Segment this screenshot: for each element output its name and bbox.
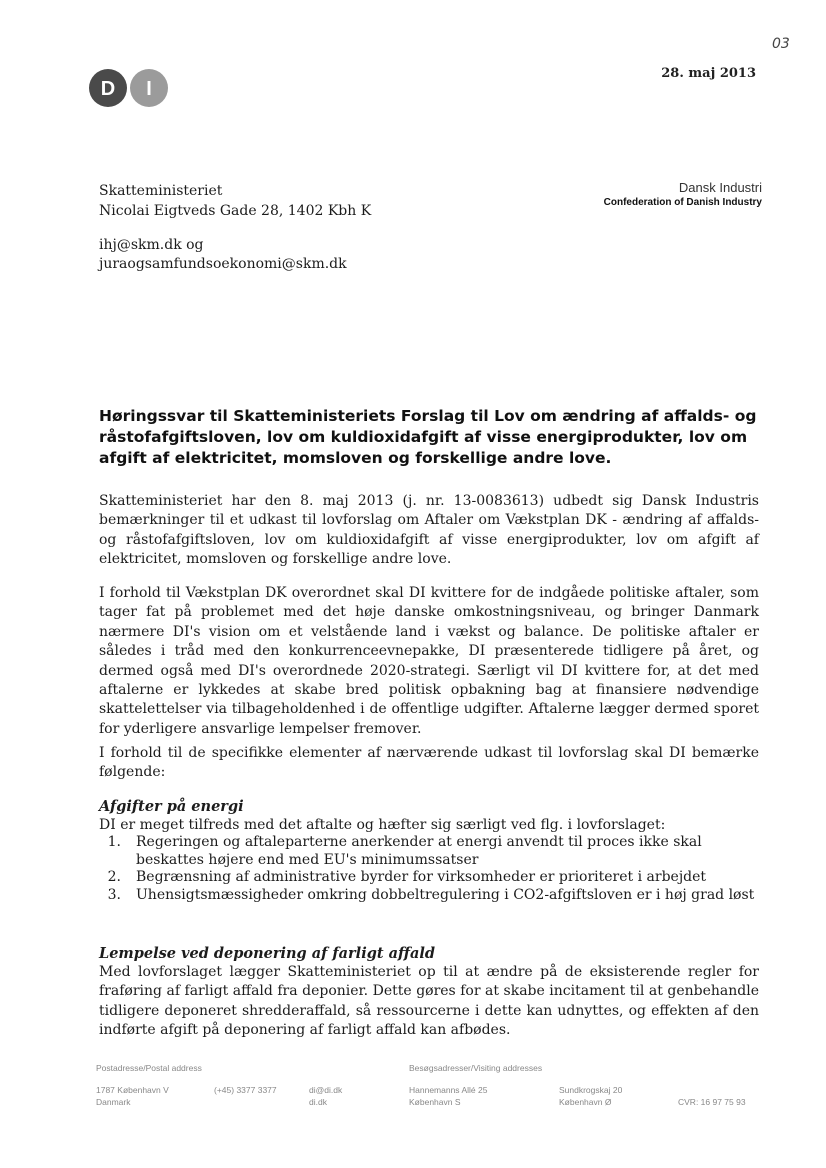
recipient-line: Skatteministeriet <box>99 183 223 199</box>
svg-text:D: D <box>100 78 116 100</box>
phone-number: (+45) 3377 3377 <box>214 1085 277 1095</box>
svg-text:I: I <box>146 78 152 100</box>
postal-label: Postadresse/Postal address <box>96 1063 202 1073</box>
list-item-text: Begrænsning af administrative byrder for virksomheder er prioriteret i arbejdet <box>136 869 707 885</box>
postal-line: 1787 København V <box>96 1085 169 1095</box>
handwritten-page-number: 03 <box>772 36 790 52</box>
section-intro-energy: DI er meget tilfreds med det aftalte og hæfter sig særligt ved flg. i lovforslaget: <box>99 817 666 833</box>
footer-web[interactable]: di.dk <box>309 1097 327 1107</box>
letter-heading: Høringssvar til Skatteministeriets Forslag til Lov om ændring af affalds- og råstofafgiftsloven, lov om kuldioxidafgift af visse energiprodukter, lov om afgift af elektricitet, momsloven og forskellige andre love. <box>99 407 757 467</box>
visiting-address-line: Hannemanns Allé 25 <box>409 1085 488 1095</box>
recipient-emails <box>99 236 347 274</box>
numbered-list <box>99 834 759 904</box>
recipient-address <box>99 181 371 221</box>
paragraph-specific-elements: I forhold til de specifikke elementer af nærværende udkast til lovforslag skal DI bemærke følgende: <box>99 745 759 781</box>
paragraph-vaekstplan: I forhold til Vækstplan DK overordnet skal DI kvittere for de indgåede politiske aftaler, som tager fat på problemet med det høje danske omkostningsniveau, og bringer Danmark nærmere DI's vision om et velstående land i vækst og balance. De politiske aftaler er således i tråd med den konkurrenceevnepakke, DI præsenterede tidligere på året, og dermed også med DI's overordnede 2020-strategi. Særligt vil DI kvittere for, at det med aftalerne er lykkedes at skabe bred politisk opbakning bag at finansiere nødvendige skattelettelser via tilbageholdenhed i de offentlige udgifter. Aftalerne lægger dermed sporet for yderligere ansvarlige lempelser fremover. <box>99 585 759 737</box>
section-title-waste: Lempelse ved deponering af farligt affald <box>99 945 436 962</box>
di-logo <box>88 68 170 108</box>
visiting-address-line: København S <box>409 1097 461 1107</box>
postal-line: Danmark <box>96 1097 131 1107</box>
email-line: ihj@skm.dk og <box>99 237 204 253</box>
sender-subtitle: Confederation of Danish Industry <box>603 197 762 208</box>
sender-block <box>604 180 762 208</box>
paragraph-waste: Med lovforslaget lægger Skatteministeriet op til at ændre på de eksisterende regler for fraføring af farligt affald fra deponier. Dette gøres for at skabe incitament til at genbehandle tidligere deponeret shredderaffald, så ressourcerne i dette kan udnyttes, og effekten af den indførte afgift på deponering af farligt affald kan afbødes. <box>99 964 759 1039</box>
list-item <box>99 869 759 887</box>
list-item <box>99 887 759 905</box>
cvr-number: CVR: 16 97 75 93 <box>678 1097 746 1107</box>
visiting-address-line: København Ø <box>559 1097 612 1107</box>
letter-date: 28. maj 2013 <box>661 66 756 81</box>
sender-name: Dansk Industri <box>678 180 762 195</box>
list-item <box>99 834 759 869</box>
section-title-energy: Afgifter på energi <box>99 798 244 815</box>
list-number: 2. <box>107 869 121 885</box>
list-item-text: Regeringen og aftaleparterne anerkender at energi anvendt til proces ikke skal beskattes højere end med EU's minimumssatser <box>136 834 702 868</box>
email-line: juraogsamfundsoekonomi@skm.dk <box>99 256 347 272</box>
list-item-text: Uhensigtsmæssigheder omkring dobbeltregulering i CO2-afgiftsloven er i høj grad løst <box>136 886 755 903</box>
paragraph-intro: Skatteministeriet har den 8. maj 2013 (j. nr. 13-0083613) udbedt sig Dansk Industris bemærkninger til et udkast til lovforslag om Aftaler om Vækstplan DK - ændring af affalds- og råstofafgiftsloven, lov om kuldioxidafgift af visse energiprodukter, lov om afgift af elektricitet, momsloven og forskellige andre love. <box>99 493 759 568</box>
list-number: 1. <box>107 834 121 850</box>
visiting-address-line: Sundkrogskaj 20 <box>559 1085 623 1095</box>
recipient-line: Nicolai Eigtveds Gade 28, 1402 Kbh K <box>99 203 372 219</box>
list-number: 3. <box>107 886 121 903</box>
footer-email[interactable]: di@di.dk <box>309 1085 343 1095</box>
visiting-label: Besøgsadresser/Visiting addresses <box>409 1063 543 1073</box>
